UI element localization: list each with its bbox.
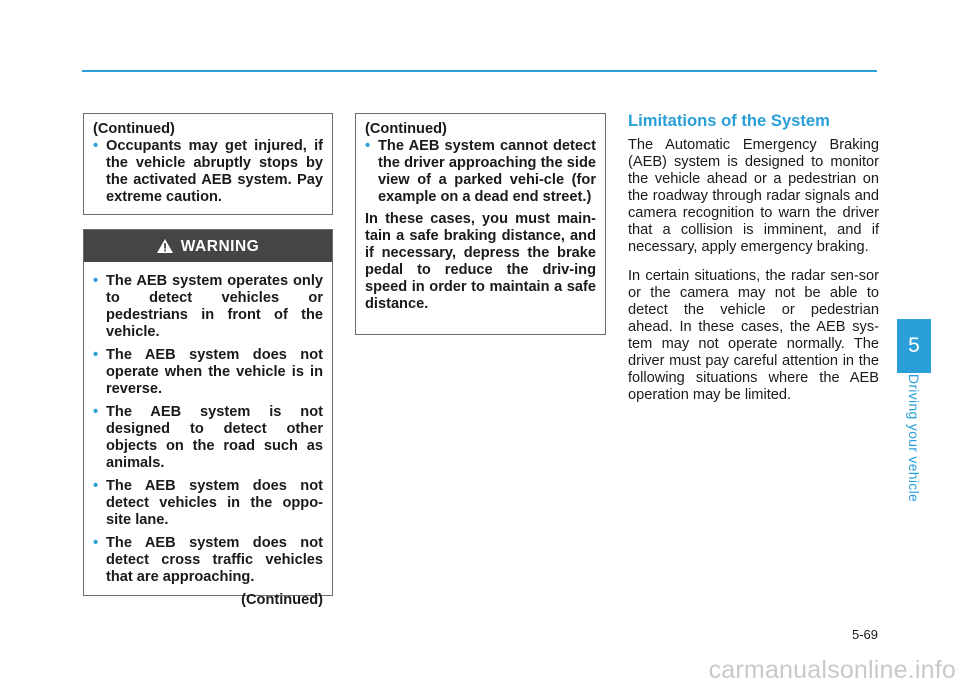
chapter-number-tab: 5: [897, 319, 931, 373]
warning-box: [83, 229, 333, 608]
section-title: Limitations of the System: [628, 111, 830, 130]
body-paragraph: In certain situations, the radar sen-sor or the camera may not be able to detect the vehicle or pedestrian ahead. In these cases, the AEB sys-tem may not operate normally. The driver must pay careful attention in the following situations where the AEB operation may be limited.: [628, 268, 879, 403]
warning-bullet: • The AEB system operates only to detect vehicles or pedestrians in front of the vehicle.: [93, 273, 323, 341]
warning-bullet: • The AEB system cannot detect the driver approaching the side view of a parked vehi-cle (for example on a dead end street.): [365, 138, 596, 206]
warning-list: [93, 273, 323, 586]
continued-caution-box: [83, 113, 333, 215]
chapter-label: Driving your vehicle: [906, 373, 922, 503]
continued-label: (Continued): [93, 121, 175, 137]
warning-bullet: • The AEB system does not detect vehicles in the oppo-site lane.: [93, 478, 323, 529]
continued-footer: (Continued): [241, 592, 323, 608]
warning-bullet: • The AEB system is not designed to detect other objects on the road such as animals.: [93, 404, 323, 472]
caution-list: [93, 138, 323, 206]
warning-bullet: • The AEB system does not detect cross traffic vehicles that are approaching.: [93, 535, 323, 586]
top-divider: [82, 70, 877, 72]
watermark: carmanualsonline.info: [708, 656, 956, 684]
body-paragraph: The Automatic Emergency Braking (AEB) system is designed to monitor the vehicle ahead or a pedestrian on the roadway through radar signals and camera recognition to warn the driver that a collision is imminent, and if necessary, apply emergency braking.: [628, 137, 879, 255]
page-number: 5-69: [851, 627, 878, 642]
warning-header: [84, 230, 332, 262]
warning-triangle-icon: [157, 239, 173, 253]
warning-title: WARNING: [180, 237, 260, 255]
warning-bullet: • The AEB system does not operate when the vehicle is in reverse.: [93, 347, 323, 398]
continued-warning-list: [365, 138, 596, 206]
continued-label: (Continued): [365, 121, 447, 137]
caution-bullet: • Occupants may get injured, if the vehicle abruptly stops by the activated AEB system. Pay extreme caution.: [93, 138, 323, 206]
continued-warning-box: [355, 113, 606, 335]
warning-paragraph: In these cases, you must main-tain a safe braking distance, and if necessary, depress the brake pedal to reduce the driv-ing speed in order to maintain a safe distance.: [365, 211, 596, 312]
